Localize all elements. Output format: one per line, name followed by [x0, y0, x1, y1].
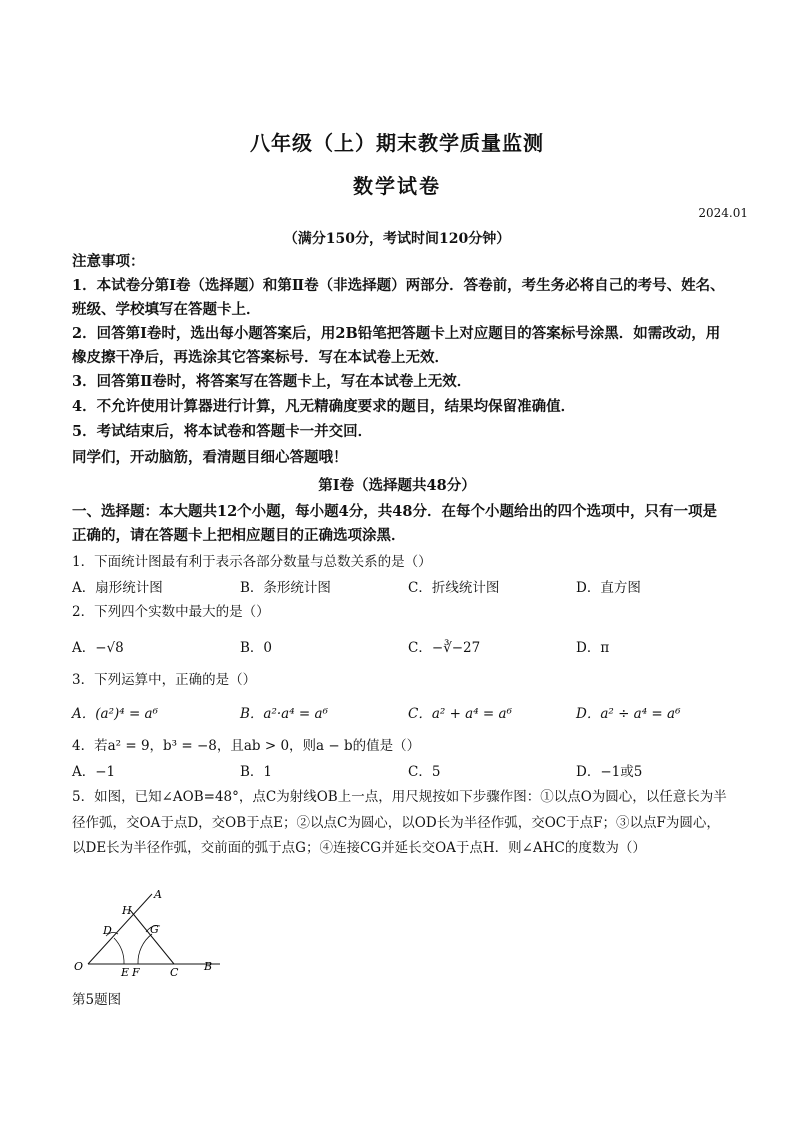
encourage-line: 同学们，开动脑筋，看清题目细心答题哦！ [72, 449, 348, 466]
score-time-line: （满分150分，考试时间120分钟） [283, 231, 511, 247]
question-3-stem: 3．下列运算中，正确的是（） [72, 672, 257, 688]
option-d: D．π [576, 640, 610, 656]
option-a: A．扇形统计图 [72, 580, 163, 596]
option-b: B．1 [240, 764, 273, 780]
label-f: F [132, 966, 140, 979]
note-item-5: 5．考试结束后，将本试卷和答题卡一并交回． [72, 423, 373, 440]
arc-de [114, 938, 124, 964]
exam-date: 2024.01 [698, 206, 748, 220]
option-d: D．−1或5 [576, 764, 643, 780]
option-c: C．−∛−27 [408, 640, 481, 656]
question-4-options [72, 760, 732, 782]
exam-subtitle: 数学试卷 [353, 174, 441, 198]
option-c: C．5 [408, 764, 441, 780]
option-b: B．条形统计图 [240, 580, 331, 596]
label-b: B [204, 960, 213, 973]
option-d: D．直方图 [576, 580, 641, 596]
option-b: B．a²·a⁴ = a⁶ [240, 706, 328, 722]
note-item-3: 3．回答第Ⅱ卷时，将答案写在答题卡上，写在本试卷上无效． [72, 373, 472, 390]
option-c: C．a² + a⁴ = a⁶ [408, 706, 512, 722]
question-5-stem: 5．如图，已知∠AOB=48°，点C为射线OB上一点，用尺规按如下步骤作图：①以点O为圆心，以任意长为半径作弧，交OA于点D，交OB于点E；②以点C为圆心，以OD长为半径作弧，交OC于点F；③以点F为圆心，以DE长为半径作弧，交前面的弧于点G；④连接CG并延长交OA于点H．则∠AHC的度数为（） [72, 789, 727, 856]
question-4-stem: 4．若a² = 9，b³ = −8，且ab > 0，则a − b的值是（） [72, 738, 421, 754]
label-a: A [154, 888, 162, 901]
ray-oa [88, 894, 152, 964]
option-c: C．折线统计图 [408, 580, 500, 596]
section1-title: 第Ⅰ卷（选择题共48分） [318, 477, 476, 494]
option-a: A．(a²)⁴ = a⁶ [72, 706, 159, 722]
label-e: E [121, 966, 130, 979]
question-2-options [72, 636, 732, 658]
option-a: A．−1 [72, 764, 116, 780]
arc-fg [138, 934, 152, 964]
question-1-stem: 1．下面统计图最有利于表示各部分数量与总数关系的是（） [72, 554, 432, 570]
notes-heading: 注意事项： [72, 253, 145, 270]
label-g: G [150, 923, 159, 936]
question-1-options [72, 576, 732, 598]
question-5-figure-caption: 第5题图 [72, 992, 122, 1008]
section1-instruction: 一、选择题：本大题共12个小题，每小题4分，共48分．在每个小题给出的四个选项中，只有一项是正确的，请在答题卡上把相应题目的正确选项涂黑． [72, 503, 717, 544]
question-5-figure [70, 886, 230, 982]
note-item-4: 4．不允许使用计算器进行计算，凡无精确度要求的题目，结果均保留准确值． [72, 398, 576, 415]
label-h: H [122, 904, 132, 917]
option-d: D．a² ÷ a⁴ = a⁶ [576, 706, 681, 722]
label-o: O [74, 960, 84, 973]
segment-ch [130, 910, 174, 964]
option-b: B．0 [240, 640, 273, 656]
exam-title: 八年级（上）期末教学质量监测 [250, 131, 544, 155]
option-a: A．−√8 [72, 640, 124, 656]
label-d: D [103, 924, 112, 937]
question-2-stem: 2．下列四个实数中最大的是（） [72, 604, 270, 620]
label-c: C [170, 966, 179, 979]
note-item-1: 1．本试卷分第Ⅰ卷（选择题）和第Ⅱ卷（非选择题）两部分．答卷前，考生务必将自己的考号、姓名、班级、学校填写在答题卡上． [72, 277, 725, 318]
question-3-options [72, 702, 732, 724]
note-item-2: 2．回答第Ⅰ卷时，选出每小题答案后，用2B铅笔把答题卡上对应题目的答案标号涂黑．如需改动，用橡皮擦干净后，再选涂其它答案标号．写在本试卷上无效． [72, 325, 721, 366]
